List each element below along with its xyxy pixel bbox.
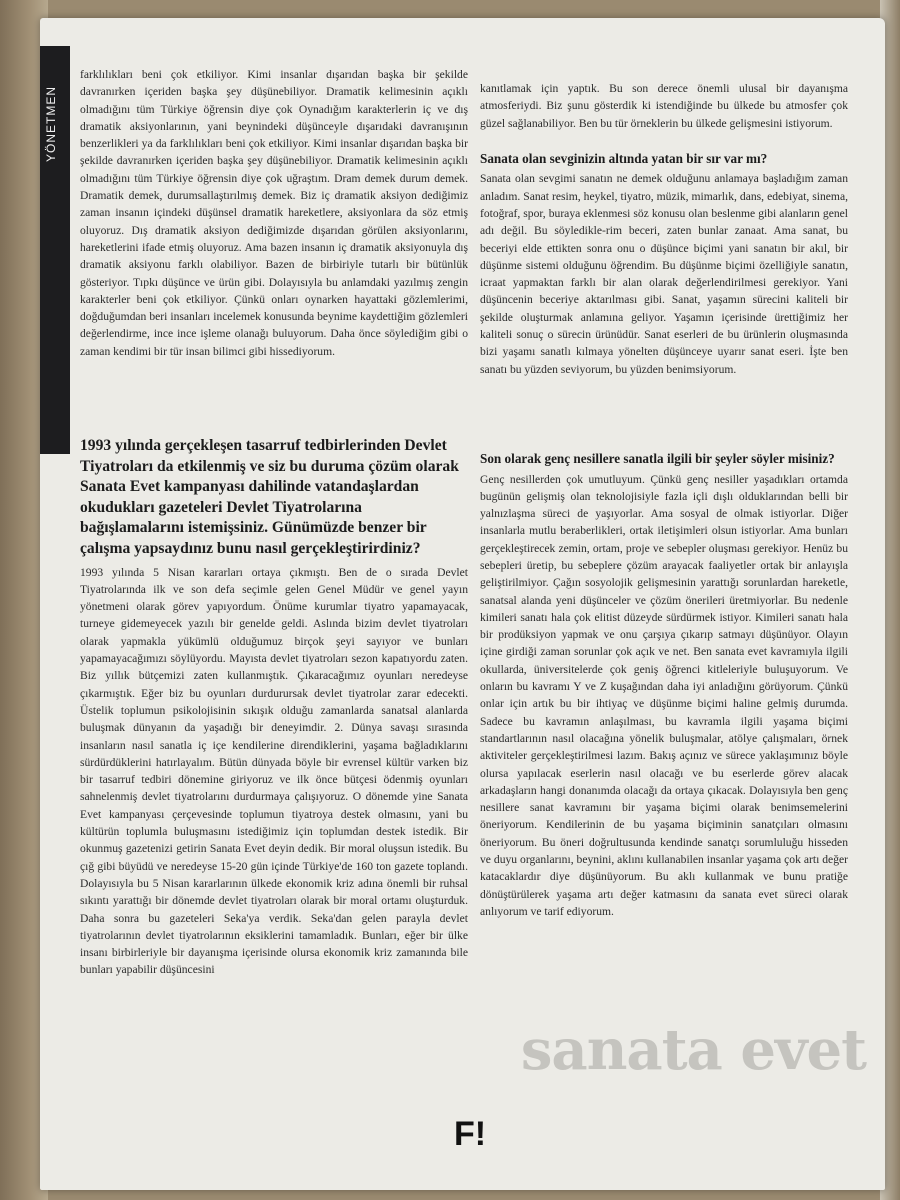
answer-sevgi: Sanata olan sevgimi sanatın ne demek olduğunu anlamaya başladığım zaman anladım. Sanat resim, heykel, tiyatro, müzik, mimarlık, dans, edebiyat, sinema, fotoğraf, spor, buraya eklenmesi söz konusu olan beslenme gibi alanların genel adı değil. Bu söyledikle-rim beceri, zaten bunlar zanaat. Ama sanat, bu beceriyi elde ettikten sonra onu o düşünce biçimi yani sanatın bir akıl, bir düşünme sistemi olduğunu öğrendim. Bu düşünme biçimi özelliğiyle sanatın, icraat yapmaktan farklı bir alan olarak değerlendirilmesi gerekiyor. Yani düşüncenin beceriye aktarılması gibi. Sanat, yaşamın sürecini kaliteli bir şekilde oluşturmak anlamına geliyor. Yaşamın içerisinde ürettiğimiz her kaliteli sonuç o sürecin ürünüdür. Sanat eserleri de bu ürünlerin oluşmasında bizi yaşamı sanatlı kılmaya yönelten düşünceye uyarır sanat eseri. İşte ben sanatı bu yüzden seviyorum, bu yüzden benimsiyorum. (480, 172, 848, 376)
intro-paragraph: farklılıkları beni çok etkiliyor. Kimi insanlar dışarıdan başka bir şekilde davranırken içeriden başka şey düşünebiliyor. Dramatik kelimesinin açıklı olmadığını tüm Türkiye öğrensin diye çok Oynadığım karakterlerin iç ve dış dramatik aksiyonlarının, yani beynindeki düşünceyle dışarıdaki davranışının benzerlikleri ya da farklılıkları beni çok etkiliyor. Kimi insanlar dışarıdan başka bir şekilde davranırken içeriden başka şey düşünebiliyor. Dramatik kelimesinin açıklı olmadığını tüm Türkiye öğrensin diye çok uğraştım. Dram demek durum demek. Dramatik demek, durumsallaştırılmış demek. Biz iç dramatik aksiyon dediğimiz zaman insanın içindeki düşünsel dramatik hareketlere, aksiyonlara da söz etmiş oluyoruz. Dış dramatik aksiyon dediğimizde dışarıdan görülen aksiyonlarını, hareketlerini ifade etmiş oluyoruz. Ama bazen insanın iç dramatik aksiyonuyla dış dramatik aksiyonu farklı olabiliyor. Bazen de birbiriyle tutarlı bir bütünlük gösteriyor. Tıpkı düşünce ve ürün gibi. Dolayısıyla bu anlamdaki yazılmış zengin karakterler beni çok etkiliyor. Çünkü onları oynarken hayattaki gözlemlerimi, doğduğumdan beri insanları incelemek konusunda beynime kaydettiğim gözlemleri değerlendirme, ince ince işleme olanağı buluyorum. Daha önce söylediğim gibi o zaman kendimi bir tür insan bilimci gibi hissediyorum. (80, 68, 468, 358)
magazine-page (40, 18, 885, 1190)
section-tab (40, 46, 70, 454)
question-genc-nesiller: Son olarak genç nesillere sanatla ilgili bir şeyler söyler misiniz? (480, 451, 835, 466)
right-column-bottom (480, 450, 848, 920)
answer-genc-nesiller: Genç nesillerden çok umutluyum. Çünkü genç nesiller yaşadıkları ortamda bugünün gelişmiş olan teknolojisiyle fazla içli dışlı olduklarından belli bir yalnızlaşma süreci de yaşıyorlar. Ama sosyal de olmak istiyorlar. Diğer insanlarla mutlu beraberlikleri, ortak iletişimleri olsun istiyorlar. Ama bunları gerçekleştirecek zemin, ortam, proje ve sebepler oluşması gerekiyor. Henüz bu sebepleri üretip, bu sebeplere çözüm arayacak faaliyetler ortak bir anlayışla geliştirilmiyor. Çağın sosyolojik gelişmesinin yarattığı sorunlardan hareketle, sanatsal alanda yeni düşünceler ve çözüm önerileri üretmiyorlar. Bu nedenle kimileri sanatı hala çok elitist düzeyde sürdürmek istiyor. Kimileri sanatı hala bir prodüksiyon yapmak ve onu çarşıya çıkarıp satmayı düşünüyor. Olayın içine girdiği zaman sorunlar çok açık ve net. Ben sanata evet kavramıyla ilgili okullarda, üniversitelerde çok geniş öğrenci kitleleriyle buluşuyorum. Ve onların bu kavramı Y ve Z kuşağından daha iyi anladığını görüyorum. Çünkü onlar için artık bu bir ihtiyaç ve düşünme biçimi haline gelmiş durumda. Sadece bu kavramın anlaşılması, bu kavramla ilgili yaşama biçimi standartlarının nasıl olacağına yönelik buluşmalar, atölye çalışmaları, örnek aktiviteler gerçekleştirilmesi lazım. Bakış açınız ve sürece yaklaşımınız böyle olursa yapılacak eserlerin nasıl olacağı ve bu eserlerde görev alacak arkadaşların hangi donanımda olacağı da ortaya çıkacak. Dolayısıyla ben genç nesillere sanat kavramını bir yaşama biçimi olarak benimsemelerini öneriyorum. Kendilerinin de bu yaşama biçiminin sanatçıları olmasını öneriyorum. Bu öneri doğrultusunda kendinde sanatçı sorumluluğu hisseden ve duyu organlarını, beynini, aklını kullanabilen insanlar yaşama çok artı değer katacaklardır diye düşünüyorum. Bu aklı kullanmak ve bunu pratiğe dönüştürülerek yaşama artı değer katmasını da sanata evet süreci olarak anlıyorum ve tarif ediyorum. (480, 472, 848, 918)
question-tasarruf: 1993 yılında gerçekleşen tasarruf tedbirlerinden Devlet Tiyatroları da etkilenmiş ve siz bu duruma çözüm olarak Sanata Evet kampanyası dahilinde vatandaşlardan okudukları gazeteleri Devlet Tiyatrolarına bağışlamalarını istemişsiniz. Günümüzde benzer bir çalışma yapsaydınız bunu nasıl gerçekleştirirdiniz? (80, 437, 459, 557)
magazine-logo: F! (453, 1115, 487, 1153)
left-column-top (80, 66, 468, 360)
section-tab-label: YÖNETMEN (44, 86, 58, 163)
right-column-top (480, 80, 848, 378)
continuation-paragraph: kanıtlamak için yaptık. Bu son derece önemli ulusal bir dayanışma atmosferiydi. Biz şunu gösterdik ki istendiğinde bu ülkede bu atmosfer çok güzel sağlanabiliyor. Ben bu tür örneklerin bu ülkede gelişmesini istiyorum. (480, 82, 848, 130)
question-sevgi: Sanata olan sevginizin altında yatan bir sır var mı? (480, 150, 768, 166)
left-column-bottom (80, 436, 468, 979)
answer-tasarruf: 1993 yılında 5 Nisan kararları ortaya çıkmıştı. Ben de o sırada Devlet Tiyatrolarında ilk ve son defa seçimle gelen Genel Müdür ve genel yayın yönetmeni olarak görev yapıyordum. Önüme kurumlar tiyatro yapamayacak, turneye gidemeyecek yazılı bir genelde geldi. Aslında bizim devlet tiyatroları olarak yapmakla yükümlü olduğumuz birçok şeyi sayıyor ve bunları yapamayacağımızı söylüyordu. Mayısta devlet tiyatroları sezon kapatıyordu zaten. Biz yıllık bütçemizi zaten kullanmıştık. Çıkaracağımız oyunları neredeyse çıkarmıştık. Eğer biz bu oyunları durdurursak devlet tiyatrolar zarar edecekti. Üstelik toplumun psikolojisinin sıkışık olduğu zamanlarda sanatsal alanlarda buluşmak dünyanın da yaşadığı bir deneyimdir. 2. Dünya savaşı sırasında insanların nasıl sanatla iç içe kendilerine direndiklerini, yaşama bağladıklarını sürdürdüklerini hatırlayalım. Bütün dünyada böyle bir evrensel kültür varken biz bir tasarruf tedbiri dönemine giriyoruz ve ilk önce bütçesi ödenmiş oyunları sahnelenmiş devlet tiyatrolarını durdurmaya çalışıyoruz. O dönemde yine Sanata Evet kampanyası çerçevesinde toplumun tiyatroya destek olmasını, yani bu kültürün toplumla buluşmasını istediğimiz için toplumdan destek istedik. Bir okunmuş gazetenizi getirin Sanata Evet deyin dedik. Bir moral oluşsun istedik. Bu çığ gibi büyüdü ve neredeyse 15-20 gün içinde Türkiye'de 160 ton gazete toplandı. Dolayısıyla bu 5 Nisan kararlarının ülkede ekonomik kriz adına önemli bir ruhsal sıkıntı yarattığı bir dönemde devlet tiyatroları olarak bir moral ortamı oluşturduk. Daha sonra bu gazeteleri Seka'ya verdik. Seka'dan gelen parayla devlet tiyatrolarının devlet tiyatrolarının eksiklerini tamamladık. Bunları, eğer bir ülke insanı birbirleriyle bir dayanışma içerisinde olursa ekonomik kriz zamanında bile bunları yapabilir düşüncesini (80, 565, 468, 977)
sanata-evet-wordmark: sanata evet (520, 1017, 866, 1083)
